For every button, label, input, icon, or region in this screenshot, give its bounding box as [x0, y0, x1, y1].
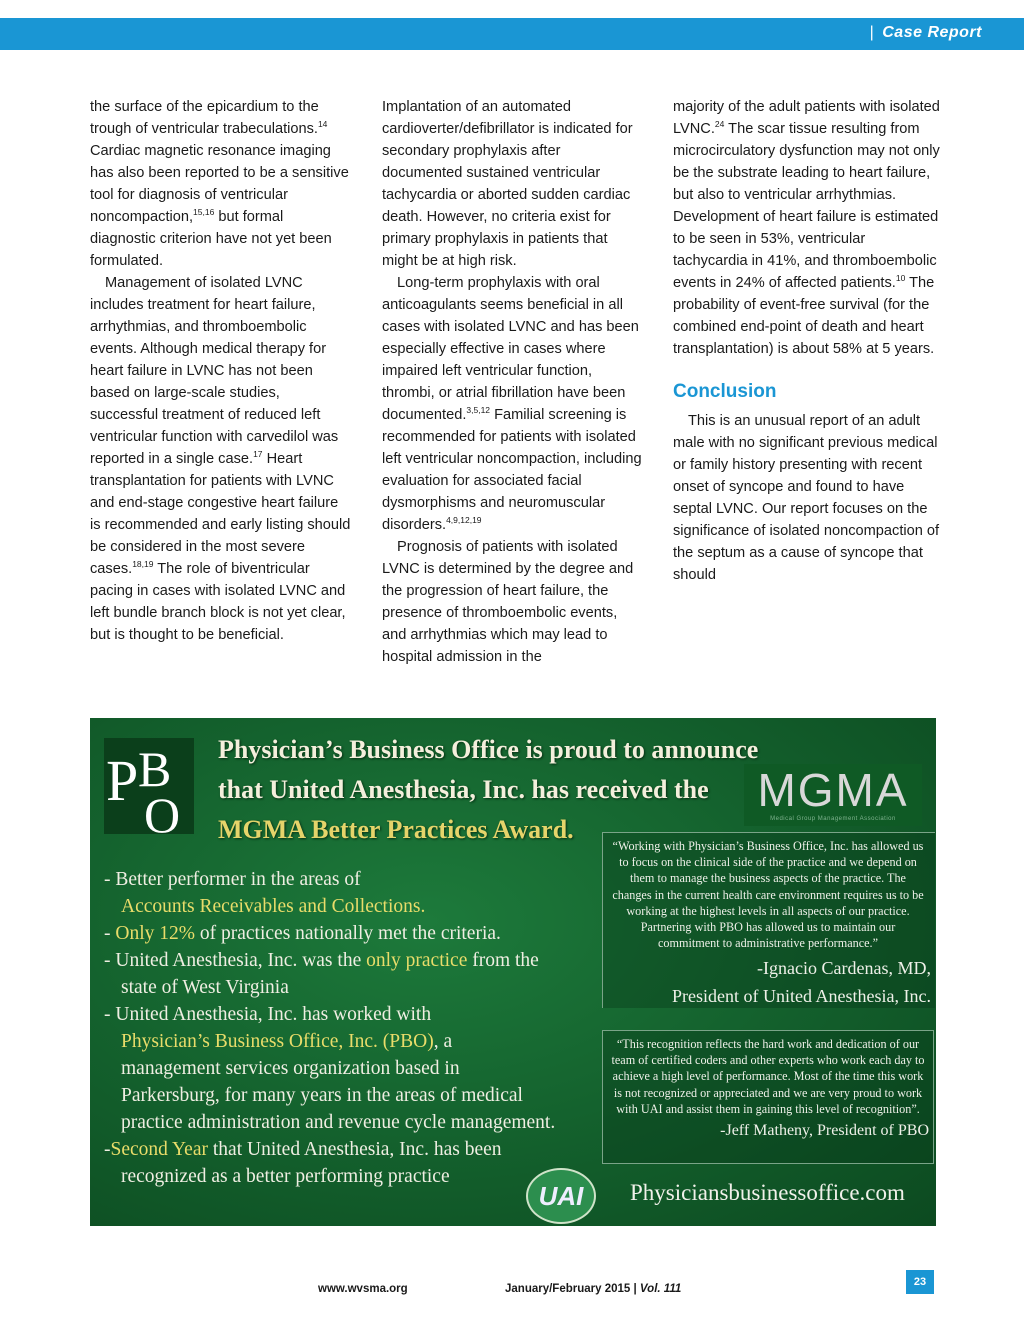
uai-logo: UAI	[526, 1168, 596, 1224]
text-column-3	[673, 96, 943, 586]
pbo-logo	[104, 738, 194, 834]
paragraph: Management of isolated LVNC includes treatment for heart failure, arrhythmias, and thromboembolic events. Although medical therapy for heart failure in LVNC has not been based on large-scale studies, successful treatment of reduced left ventricular function with carvedilol was reported in a single case.$^{17}$ Heart transplantation for patients with LVNC and end-stage congestive heart failure is recommended and early listing should be considered in the most severe cases.$^{18,19}$ The role of biventricular pacing in cases with isolated LVNC and left bundle branch block is not yet clear, but is thought to be beneficial.	[90, 275, 351, 643]
paragraph: Long-term prophylaxis with oral anticoagulants seems beneficial in all cases with isolated LVNC and has been especially effective in cases where impaired left ventricular function, thrombi, or atrial fibrillation have been documented.$^{3,5,12}$ Familial screening is recommended for patients with isolated left ventricular noncompaction, including evaluation for associated facial dysmorphisms and neuromuscular disorders.$^{4,9,12,19}$	[382, 275, 642, 533]
ad-headline: Physician’s Business Office is proud to announce that United Anesthesia, Inc. has received the MGMA Better Practices Award.	[218, 735, 759, 844]
paragraph: Implantation of an automated cardioverter/defibrillator is indicated for secondary prophylaxis after documented sustained ventricular tachycardia or aborted sudden cardiac death. However, no criteria exist for primary prophylaxis in patients that might be at high risk.	[382, 99, 633, 269]
footer-issue: January/February 2015 | Vol. 111	[505, 1283, 682, 1295]
svg-text:P: P	[106, 748, 139, 813]
ad-website: Physiciansbusinessoffice.com	[630, 1180, 905, 1205]
svg-text:O: O	[144, 787, 181, 834]
mgma-logo: MGMA Medical Group Management Association	[744, 764, 922, 826]
paragraph: This is an unusual report of an adult male with no significant previous medical or family history presenting with recent onset of syncope and found to have septal LVNC. Our report focuses on the significance of isolated noncompaction of the septum as a cause of syncope that should	[673, 413, 940, 583]
paragraph: majority of the adult patients with isolated LVNC.$^{24}$ The scar tissue resulting from microcirculatory dysfunction may not only be the substrate leading to heart failure, but also to ventricular arrhythmias. Development of heart failure is estimated to be seen in 53%, ventricular tachycardia in 41%, and thromboembolic events in 24% of affected patients.$^{10}$ The probability of event-free survival (for the combined end-point of death and heart transplantation) is about 58% at 5 years.	[673, 99, 940, 357]
advertisement	[90, 718, 936, 1226]
section-label: | Case Report	[869, 24, 982, 41]
ad-bullet-list: - Better performer in the areas of Accounts Receivables and Collections. - Only 12% of practices nationally met the criteria. - United Anesthesia, Inc. was the only practice from the state of West Virginia - United Anesthesia, Inc. has worked with Physician’s Business Office, Inc. (PBO), a management services organization based in Parkersburg, for many years in the areas of medical practice administration and revenue cycle management. -Second Year that United Anesthesia, Inc. has been recognized as a better performing practice	[104, 869, 556, 1187]
page-number: 23	[906, 1270, 934, 1294]
header-bar	[0, 18, 1024, 50]
conclusion-heading: Conclusion	[673, 381, 777, 402]
paragraph: the surface of the epicardium to the trough of ventricular trabeculations.$^{14}$ Cardiac magnetic resonance imaging has also been reported to be a sensitive tool for diagnosis of ventricular noncompaction,$^{15,16}$ but formal diagnostic criterion have not yet been formulated.	[90, 99, 349, 269]
text-column-1	[90, 96, 352, 646]
text-column-2	[382, 96, 644, 668]
footer-website: www.wvsma.org	[318, 1283, 408, 1295]
svg-text:B: B	[138, 741, 172, 797]
paragraph: Prognosis of patients with isolated LVNC is determined by the degree and the progression of heart failure, the presence of thromboembolic events, and arrhythmias which may lead to hospital admission in the	[382, 539, 634, 665]
testimonial-quote-1: “Working with Physician’s Business Office, Inc. has allowed us to focus on the clinical side of the practice and we depend on them to manage the business aspects of the practice. The changes in the current health care environment requires us to be working at the highest levels in all aspects of our practice. Partnering with PBO has allowed us to maintain our commitment to administrative performance.” -Ignacio Cardenas, MD, President of United Anesthesia, Inc.	[602, 832, 935, 1008]
testimonial-quote-2: “This recognition reflects the hard work and dedication of our team of certified coders and other experts who work each day to achieve a high level of performance. Most of the time this work is not recognized or appreciated and we are very proud to work with UAI and assist them in gaining this level of recognition”. -Jeff Matheny, President of PBO	[602, 1030, 934, 1164]
